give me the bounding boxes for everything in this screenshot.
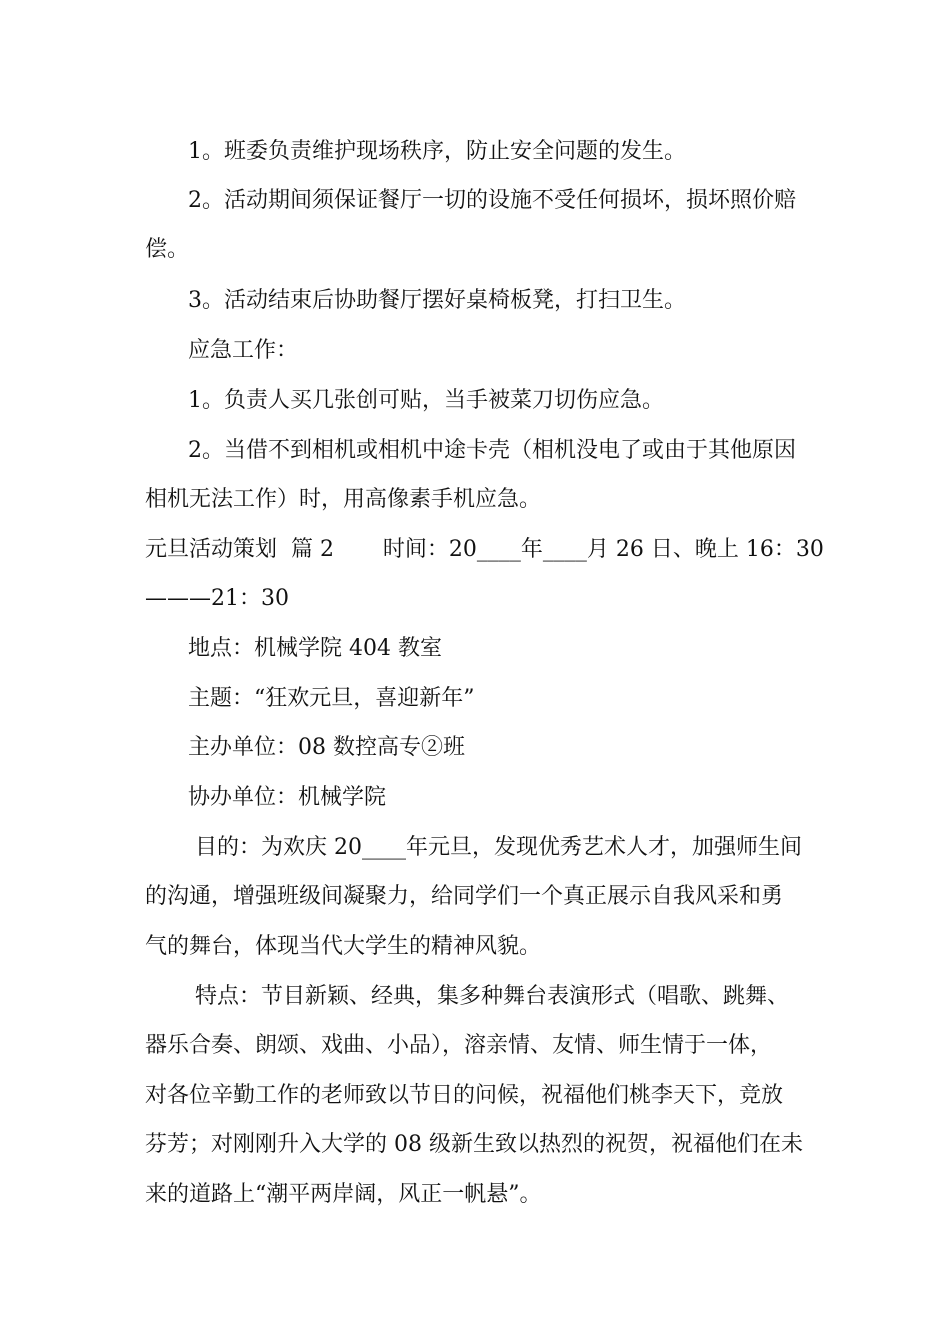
section-title-line: 元旦活动策划 篇 2 时间：20____年____月 26 日、晚上 16：30 [145, 537, 824, 562]
text-line: 气的舞台，体现当代大学生的精神风貌。 [145, 934, 542, 959]
section-heading: 应急工作： [188, 338, 299, 363]
text-line: 偿。 [145, 237, 190, 262]
text-line: 目的：为欢庆 20____年元旦，发现优秀艺术人才，加强师生间 [188, 835, 802, 860]
text-line: 相机无法工作）时，用高像素手机应急。 [145, 487, 542, 512]
text-line: 2。活动期间须保证餐厅一切的设施不受任何损坏，损坏照价赔 [188, 188, 796, 213]
text-line: 地点：机械学院 404 教室 [188, 636, 442, 661]
text-line: 芬芳；对刚刚升入大学的 08 级新生致以热烈的祝贺，祝福他们在未 [145, 1132, 803, 1157]
text-line: 主题：“狂欢元旦，喜迎新年” [188, 686, 475, 711]
text-line: 2。当借不到相机或相机中途卡壳（相机没电了或由于其他原因 [188, 438, 796, 463]
text-line: 1。班委负责维护现场秩序，防止安全问题的发生。 [188, 139, 686, 164]
text-line: 1。负责人买几张创可贴，当手被菜刀切伤应急。 [188, 388, 664, 413]
text-line: ———21：30 [145, 586, 289, 611]
text-line: 3。活动结束后协助餐厅摆好桌椅板凳，打扫卫生。 [188, 288, 686, 313]
text-line: 器乐合奏、朗颂、戏曲、小品），溶亲情、友情、师生情于一体， [145, 1033, 773, 1058]
text-line: 特点：节目新颖、经典，集多种舞台表演形式（唱歌、跳舞、 [188, 984, 789, 1009]
text-line: 的沟通，增强班级间凝聚力，给同学们一个真正展示自我风采和勇 [145, 884, 784, 909]
text-line: 协办单位：机械学院 [188, 785, 387, 810]
text-line: 主办单位：08 数控高专②班 [188, 735, 465, 760]
text-line: 来的道路上“潮平两岸阔，风正一帆悬”。 [145, 1182, 542, 1207]
text-line: 对各位辛勤工作的老师致以节日的问候，祝福他们桃李天下，竞放 [145, 1083, 784, 1108]
